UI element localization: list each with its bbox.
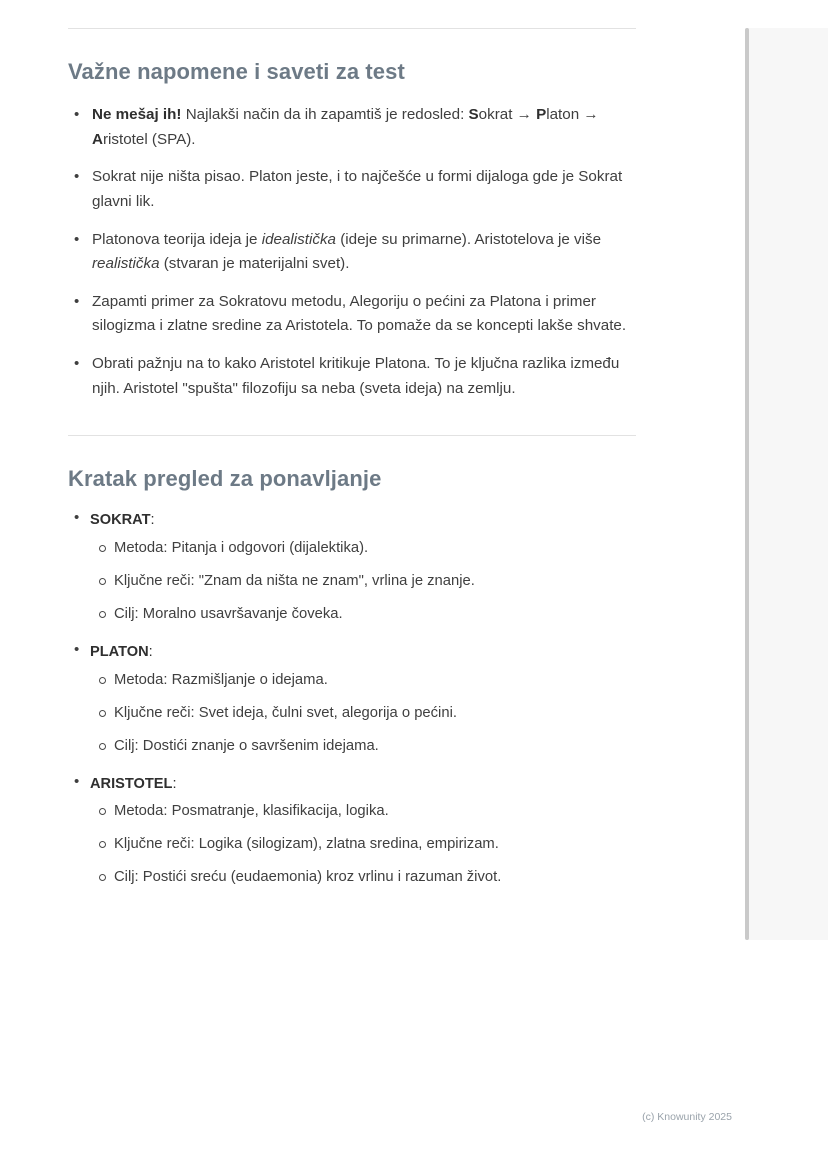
group-name: SOKRAT: [90, 512, 151, 529]
note-italic-idealisticka: idealistička: [261, 230, 336, 248]
document-content: [68, 28, 636, 905]
list-item: Metoda: Posmatranje, klasifikacija, logika.: [114, 800, 636, 823]
footer-copyright: (c) Knowunity 2025: [642, 1111, 732, 1123]
group-title: • PLATON:: [90, 643, 153, 660]
note-text-2: (ideje su primarne). Aristotelova je više: [336, 230, 602, 248]
section-divider-middle: [68, 435, 636, 436]
group-title: • SOKRAT:: [90, 512, 155, 529]
note-text-3: (stvaran je materijalni svet).: [159, 255, 350, 273]
list-item: Ključne reči: Logika (silogizam), zlatna sredina, empirizam.: [114, 833, 636, 856]
list-item: Cilj: Dostići znanje o savršenim idejama.: [114, 735, 636, 758]
summary-group-sokrat: [90, 510, 636, 626]
list-item: [90, 165, 636, 214]
section-title-notes: Važne napomene i saveti za test: [68, 59, 405, 84]
summary-group-aristotel: [90, 774, 636, 890]
section-divider-top: [68, 28, 636, 29]
note-text-4: ristotel (SPA).: [102, 130, 196, 148]
list-item: [90, 228, 636, 277]
note-initial-a: A: [92, 130, 103, 148]
note-italic-realisticka: realistička: [92, 255, 160, 273]
list-item: [90, 352, 636, 401]
group-items: [90, 537, 636, 626]
group-name: ARISTOTEL: [90, 775, 173, 792]
list-item: Metoda: Razmišljanje o idejama.: [114, 669, 636, 692]
list-item: Ključne reči: "Znam da ništa ne znam", vrlina je znanje.: [114, 570, 636, 593]
summary-list: [68, 510, 636, 889]
note-text: Obrati pažnju na to kako Aristotel kritikuje Platona. To je ključna razlika između njih. Aristotel "spušta" filozofiju sa neba (sveta ideja) na zemlju.: [92, 355, 620, 397]
note-text: Platonova teorija ideja je: [92, 230, 262, 248]
list-item: Cilj: Moralno usavršavanje čoveka.: [114, 603, 636, 626]
scrollbar-track[interactable]: [747, 28, 828, 940]
section-title-summary: Kratak pregled za ponavljanje: [68, 466, 382, 492]
scrollbar-thumb[interactable]: [745, 28, 749, 940]
note-text: Sokrat nije ništa pisao. Platon jeste, i to najčešće u formi dijaloga gde je Sokrat glavni lik.: [92, 168, 623, 210]
note-emphasis: Ne mešaj ih!: [92, 106, 182, 123]
list-item: Cilj: Postići sreću (eudaemonia) kroz vrlinu i razuman život.: [114, 866, 636, 889]
list-item: Metoda: Pitanja i odgovori (dijalektika).: [114, 537, 636, 560]
summary-group-platon: [90, 642, 636, 758]
list-item: [90, 290, 636, 339]
notes-list: [68, 103, 636, 401]
list-item: [90, 103, 636, 152]
note-text-3: laton →: [546, 106, 599, 123]
group-items: [90, 800, 636, 889]
list-item: Ključne reči: Svet ideja, čulni svet, alegorija o pećini.: [114, 702, 636, 725]
group-title: • ARISTOTEL:: [90, 775, 177, 792]
group-name: PLATON: [90, 643, 149, 660]
note-text: Najlakši način da ih zapamtiš je redosled:: [181, 106, 469, 123]
note-text-2: okrat →: [478, 106, 537, 123]
note-text: Zapamti primer za Sokratovu metodu, Alegoriju o pećini za Platona i primer silogizma i zlatne sredine za Aristotela. To pomaže da se koncepti lakše shvate.: [92, 292, 627, 335]
note-initial-s: S: [468, 106, 479, 123]
group-items: [90, 669, 636, 758]
note-initial-p: P: [536, 106, 547, 123]
